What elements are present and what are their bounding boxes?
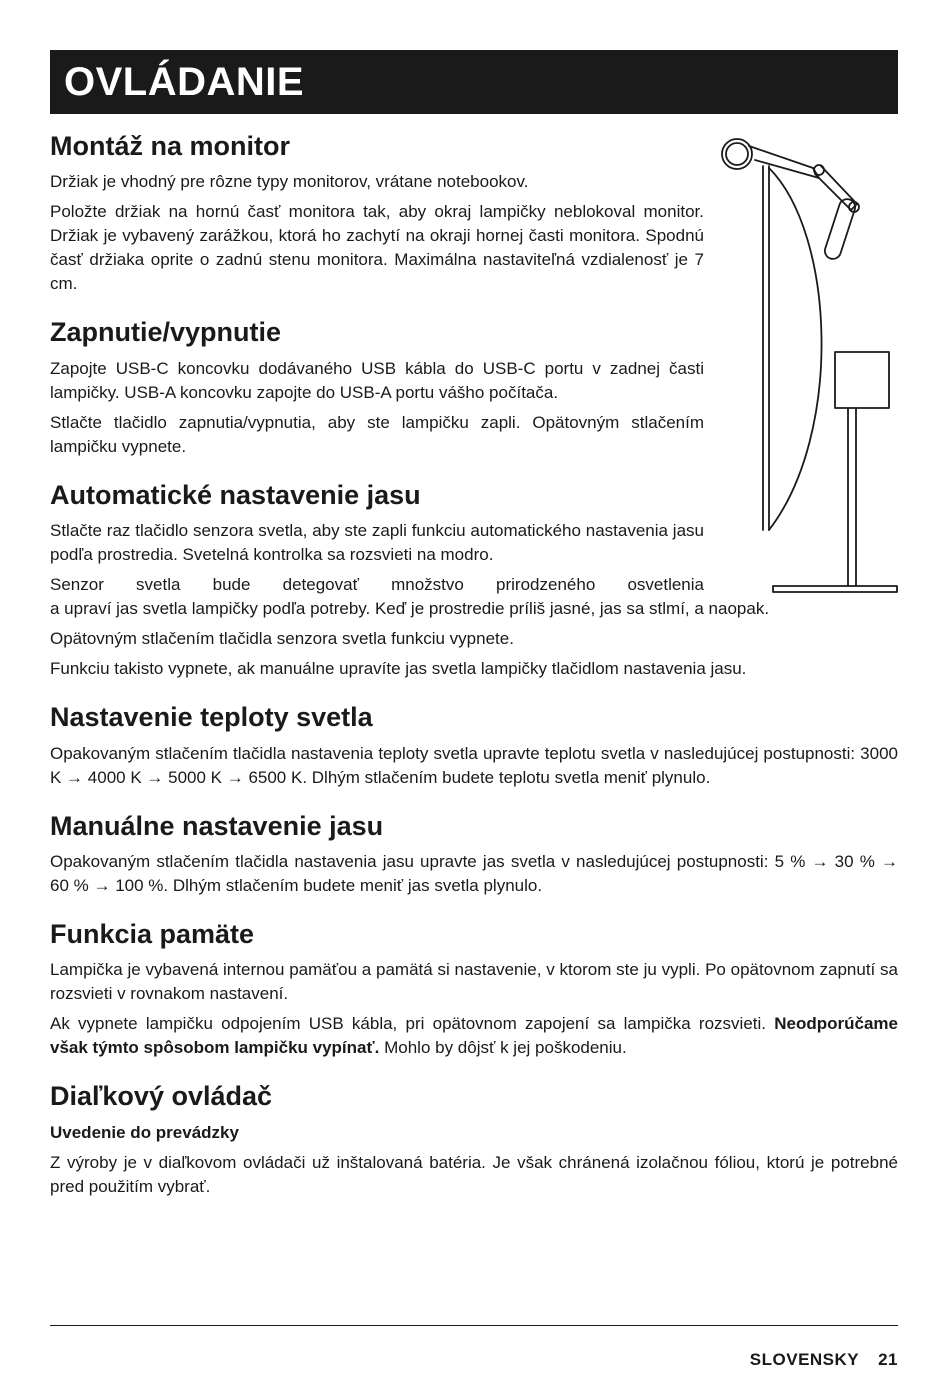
paragraph: Zapojte USB-C koncovku dodávaného USB kábla do USB-C portu v zadnej časti lampičky. USB-A koncovku zapojte do USB-A portu vášho počítača. xyxy=(50,358,704,402)
paragraph: Opakovaným stlačením tlačidla nastavenia jasu upravte jas svetla v nasledujúcej postupnosti: 5 % → 30 % → 60 % → 100 %. Dlhým stlačením budete meniť jas svetla plynulo. xyxy=(50,851,898,895)
paragraph-line: Senzor svetla bude detegovať množstvo prirodzeného osvetlenia xyxy=(50,575,704,595)
page-number: 21 xyxy=(878,1350,898,1369)
paragraph: Držiak je vhodný pre rôzne typy monitorov, vrátane notebookov. xyxy=(50,172,529,192)
paragraph-text: Mohlo by dôjsť k jej poškodeniu. xyxy=(384,1038,627,1058)
paragraph: Stlačte tlačidlo zapnutia/vypnutia, aby ste lampičku zapli. Opätovným stlačením lampičku vypnete. xyxy=(50,412,704,456)
footer-divider xyxy=(50,1325,898,1326)
paragraph: Lampička je vybavená internou pamäťou a pamätá si nastavenie, v ktorom ste ju vypli. Po opätovnom zapnutí sa rozsvieti v rovnakom nastavení. xyxy=(50,960,898,1004)
section-heading: Automatické nastavenie jasu xyxy=(50,479,421,510)
paragraph: Z výroby je v diaľkovom ovládači už inštalovaná batéria. Je však chránená izolačnou fóliou, ktorú je potrebné pred použitím vybrať. xyxy=(50,1152,898,1196)
sub-heading: Uvedenie do prevádzky xyxy=(50,1122,239,1142)
section-heading: Zapnutie/vypnutie xyxy=(50,317,282,348)
paragraph xyxy=(50,1012,898,1060)
page-title: OVLÁDANIE xyxy=(50,50,898,114)
section-remote xyxy=(50,1080,898,1198)
section-heading: Funkcia pamäte xyxy=(50,918,255,949)
section-memory xyxy=(50,918,898,1060)
paragraph: Opakovaným stlačením tlačidla nastavenia teploty svetla upravte teplotu svetla v nasledujúcej postupnosti: 3000 K → 4000 K → 5000 K → 6500 K. Dlhým stlačením budete teplotu svetla meniť plynulo. xyxy=(50,743,898,787)
paragraph-text: Ak vypnete lampičku odpojením USB kábla, pri opätovnom zapojení sa lampička rozsvieti. xyxy=(50,1014,767,1034)
section-heading: Diaľkový ovládač xyxy=(50,1081,273,1112)
paragraph: Funkciu takisto vypnete, ak manuálne upravíte jas svetla lampičky tlačidlom nastavenia jasu. xyxy=(50,659,747,679)
section-color-temperature xyxy=(50,701,898,789)
monitor-lamp-illustration xyxy=(715,134,901,596)
section-heading: Nastavenie teploty svetla xyxy=(50,702,373,733)
section-manual-brightness xyxy=(50,810,898,898)
paragraph: Opätovným stlačením tlačidla senzora svetla funkciu vypnete. xyxy=(50,629,514,649)
section-heading: Manuálne nastavenie jasu xyxy=(50,810,384,841)
section-heading: Montáž na monitor xyxy=(50,131,290,161)
paragraph: Stlačte raz tlačidlo senzora svetla, aby ste zapli funkciu automatického nastavenia jasu podľa prostredia. Svetelná kontrolka sa rozsvieti na modro. xyxy=(50,521,704,565)
footer-language: SLOVENSKY xyxy=(749,1350,859,1369)
paragraph: Položte držiak na hornú časť monitora tak, aby okraj lampičky neblokoval monitor. Držiak je vybavený zarážkou, ktorá ho zachytí na okraji hornej časti monitora. Spodnú časť držiaka oprite o zadnú stenu monitora. Maximálna nastaviteľná vzdialenosť je 7 cm. xyxy=(50,202,704,294)
paragraph-line: a upraví jas svetla lampičky podľa potreby. Keď je prostredie príliš jasné, jas sa stlmí, a naopak. xyxy=(50,599,770,619)
warning-text: Neodporúčame však týmto spôsobom lampičku vypínať. xyxy=(50,1014,898,1058)
page-footer xyxy=(750,1350,898,1370)
